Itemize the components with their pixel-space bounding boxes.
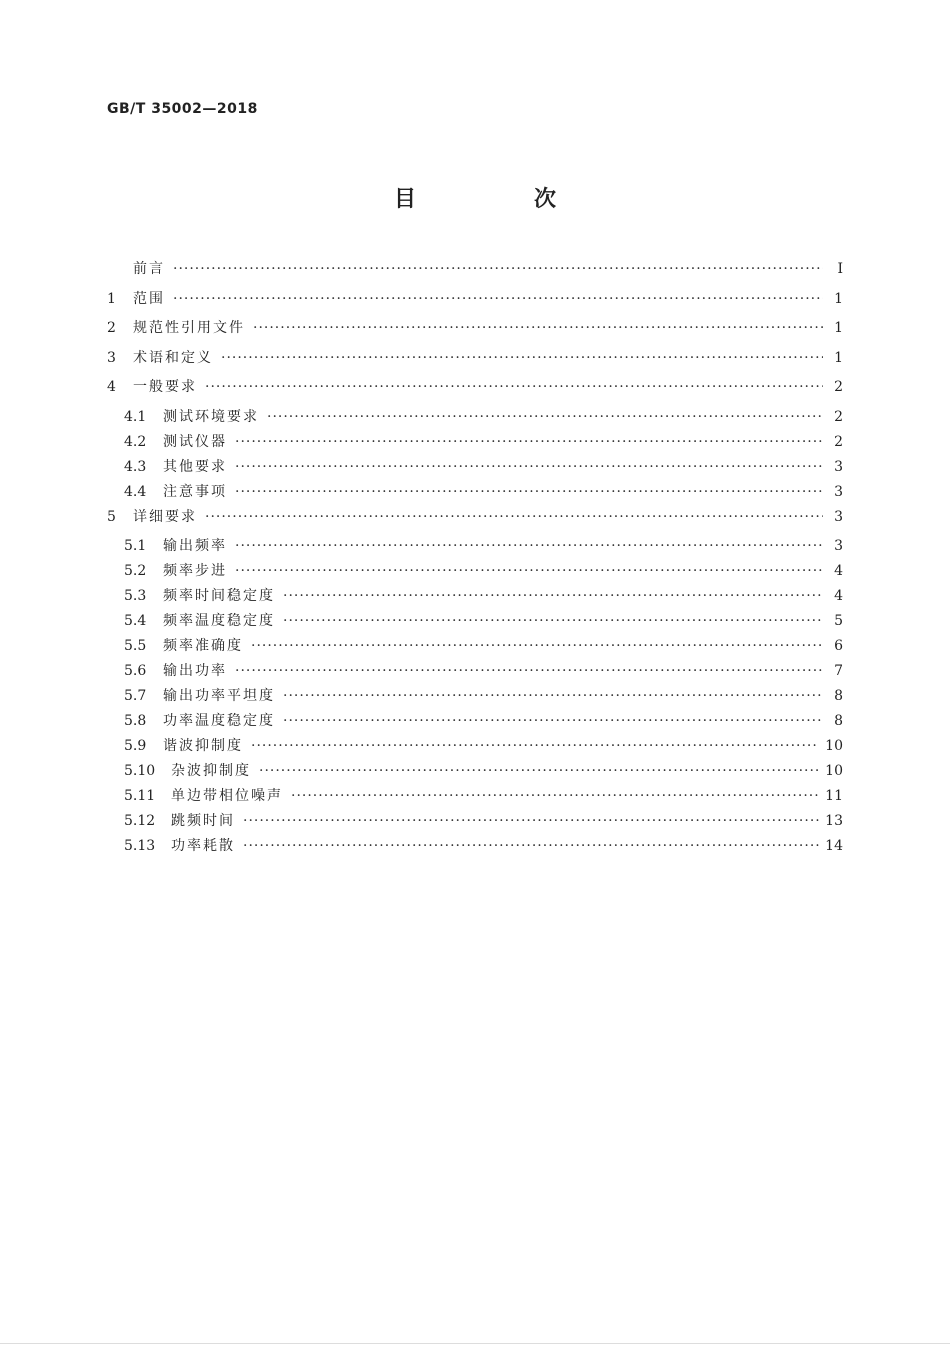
toc-entry-label: 跳频时间 [171,813,235,829]
toc-entry-page: 7 [834,663,843,679]
toc-entry-label: 输出功率 [163,663,227,679]
toc-entry-label: 测试环境要求 [163,408,259,425]
dot-leader [235,459,823,475]
dot-leader [267,409,823,425]
dot-leader [283,588,823,604]
dot-leader [235,538,823,554]
toc-entry-label: 频率准确度 [163,638,243,654]
toc-entry[interactable] [107,560,843,585]
dot-leader [173,261,823,277]
dot-leader [283,713,823,729]
toc-entry-page: 2 [834,379,843,395]
dot-leader [253,320,823,336]
toc-entry[interactable] [107,347,843,377]
toc-entry-label: 杂波抑制度 [171,763,251,779]
dot-leader [251,638,823,654]
toc-entry[interactable] [107,810,843,835]
toc-entry-page: 3 [834,483,843,500]
toc-entry-number: 5.8 [124,713,147,729]
dot-leader [235,663,823,679]
toc-entry-page: 2 [834,408,843,425]
standard-code: GB/T 35002—2018 [107,101,258,117]
toc-entry-page: 8 [834,688,843,704]
toc-entry-label: 范围 [133,290,165,307]
toc-entry-number: 4.2 [124,433,147,450]
dot-leader [251,738,819,754]
toc-entry[interactable] [107,406,843,431]
toc-entry-number: 5.6 [124,663,147,679]
toc-entry-number: 4.4 [124,483,147,500]
dot-leader [259,763,819,779]
toc-entry-number: 5.3 [124,588,147,604]
toc-entry[interactable] [107,735,843,760]
toc-entry-label: 术语和定义 [133,349,213,366]
dot-leader [173,291,823,307]
toc-entry-number: 5.11 [124,788,156,804]
toc-entry-page: 4 [834,563,843,579]
toc-entry-label: 测试仪器 [163,433,227,450]
toc-entry-label: 输出频率 [163,538,227,554]
toc-entry-label: 一般要求 [133,379,197,395]
toc-entry-number: 5 [107,508,116,525]
toc-entry-label: 频率步进 [163,563,227,579]
toc-entry-page: 13 [825,813,843,829]
toc-entry-page: 1 [834,290,843,307]
toc-entry-page: 11 [825,788,843,804]
toc-entry[interactable] [107,635,843,660]
toc-entry[interactable] [107,456,843,481]
toc-entry-page: 3 [834,458,843,475]
toc-entry-page: 14 [825,838,843,854]
dot-leader [243,813,819,829]
dot-leader [235,434,823,450]
toc-entry[interactable] [107,258,843,288]
toc-entry-page: 3 [834,508,843,525]
toc-entry-number: 5.2 [124,563,147,579]
toc-entry[interactable] [107,710,843,735]
toc-entry-label: 输出功率平坦度 [163,688,275,704]
dot-leader [205,509,823,525]
toc-entry-page: 8 [834,713,843,729]
toc-entry-page: Ⅰ [837,261,843,277]
toc-entry-page: 6 [834,638,843,654]
toc-entry-label: 频率时间稳定度 [163,588,275,604]
toc-entry-label: 前言 [133,261,165,277]
dot-leader [235,484,823,500]
toc-entry-number: 5.7 [124,688,147,704]
dot-leader [283,688,823,704]
dot-leader [283,613,823,629]
toc-entry[interactable] [107,376,843,406]
toc-entry-number: 5.10 [124,763,156,779]
toc-entry-label: 单边带相位噪声 [171,788,283,804]
toc-entry-label: 功率耗散 [171,838,235,854]
toc-entry-number: 5.9 [124,738,147,754]
toc-entry[interactable] [107,481,843,506]
toc-entry-label: 功率温度稳定度 [163,713,275,729]
toc-entry-number: 2 [107,320,116,336]
toc-entry-page: 1 [834,349,843,366]
toc-entry-label: 详细要求 [133,508,197,525]
dot-leader [243,838,819,854]
toc-entry-number: 3 [107,349,116,366]
page-title: 目 次 [393,187,604,212]
toc-entry-number: 1 [107,290,116,307]
toc-entry[interactable] [107,506,843,536]
toc-entry-number: 4.1 [124,408,147,425]
dot-leader [235,563,823,579]
toc-entry-page: 4 [834,588,843,604]
toc-entry-label: 规范性引用文件 [133,320,245,336]
toc-entry-number: 5.12 [124,813,156,829]
toc-entry-number: 4 [107,379,116,395]
toc-entry-number: 4.3 [124,458,147,475]
toc-entry[interactable] [107,610,843,635]
toc-entry-label: 谐波抑制度 [163,738,243,754]
dot-leader [221,350,823,366]
toc-entry-number: 5.1 [124,538,147,554]
toc-entry[interactable] [107,835,843,860]
toc-entry-page: 10 [825,738,843,754]
toc-entry-number: 5.13 [124,838,156,854]
toc-entry-label: 频率温度稳定度 [163,613,275,629]
toc-entry-page: 10 [825,763,843,779]
toc-entry-label: 注意事项 [163,483,227,500]
toc-entry-label: 其他要求 [163,458,227,475]
dot-leader [205,379,823,395]
toc-entry[interactable] [107,585,843,610]
toc-entry-number: 5.4 [124,613,147,629]
toc-entry[interactable] [107,685,843,710]
page-bottom-edge [0,1343,950,1344]
table-of-contents [107,258,843,860]
toc-entry[interactable] [107,760,843,785]
toc-entry[interactable] [107,660,843,685]
toc-entry-page: 3 [834,538,843,554]
toc-entry-number: 5.5 [124,638,147,654]
toc-entry[interactable] [107,317,843,347]
dot-leader [291,788,819,804]
toc-entry[interactable] [107,288,843,318]
toc-entry[interactable] [107,431,843,456]
toc-entry-page: 5 [834,613,843,629]
toc-entry[interactable] [107,785,843,810]
toc-entry-page: 1 [834,320,843,336]
toc-entry[interactable] [107,535,843,560]
toc-entry-page: 2 [834,433,843,450]
